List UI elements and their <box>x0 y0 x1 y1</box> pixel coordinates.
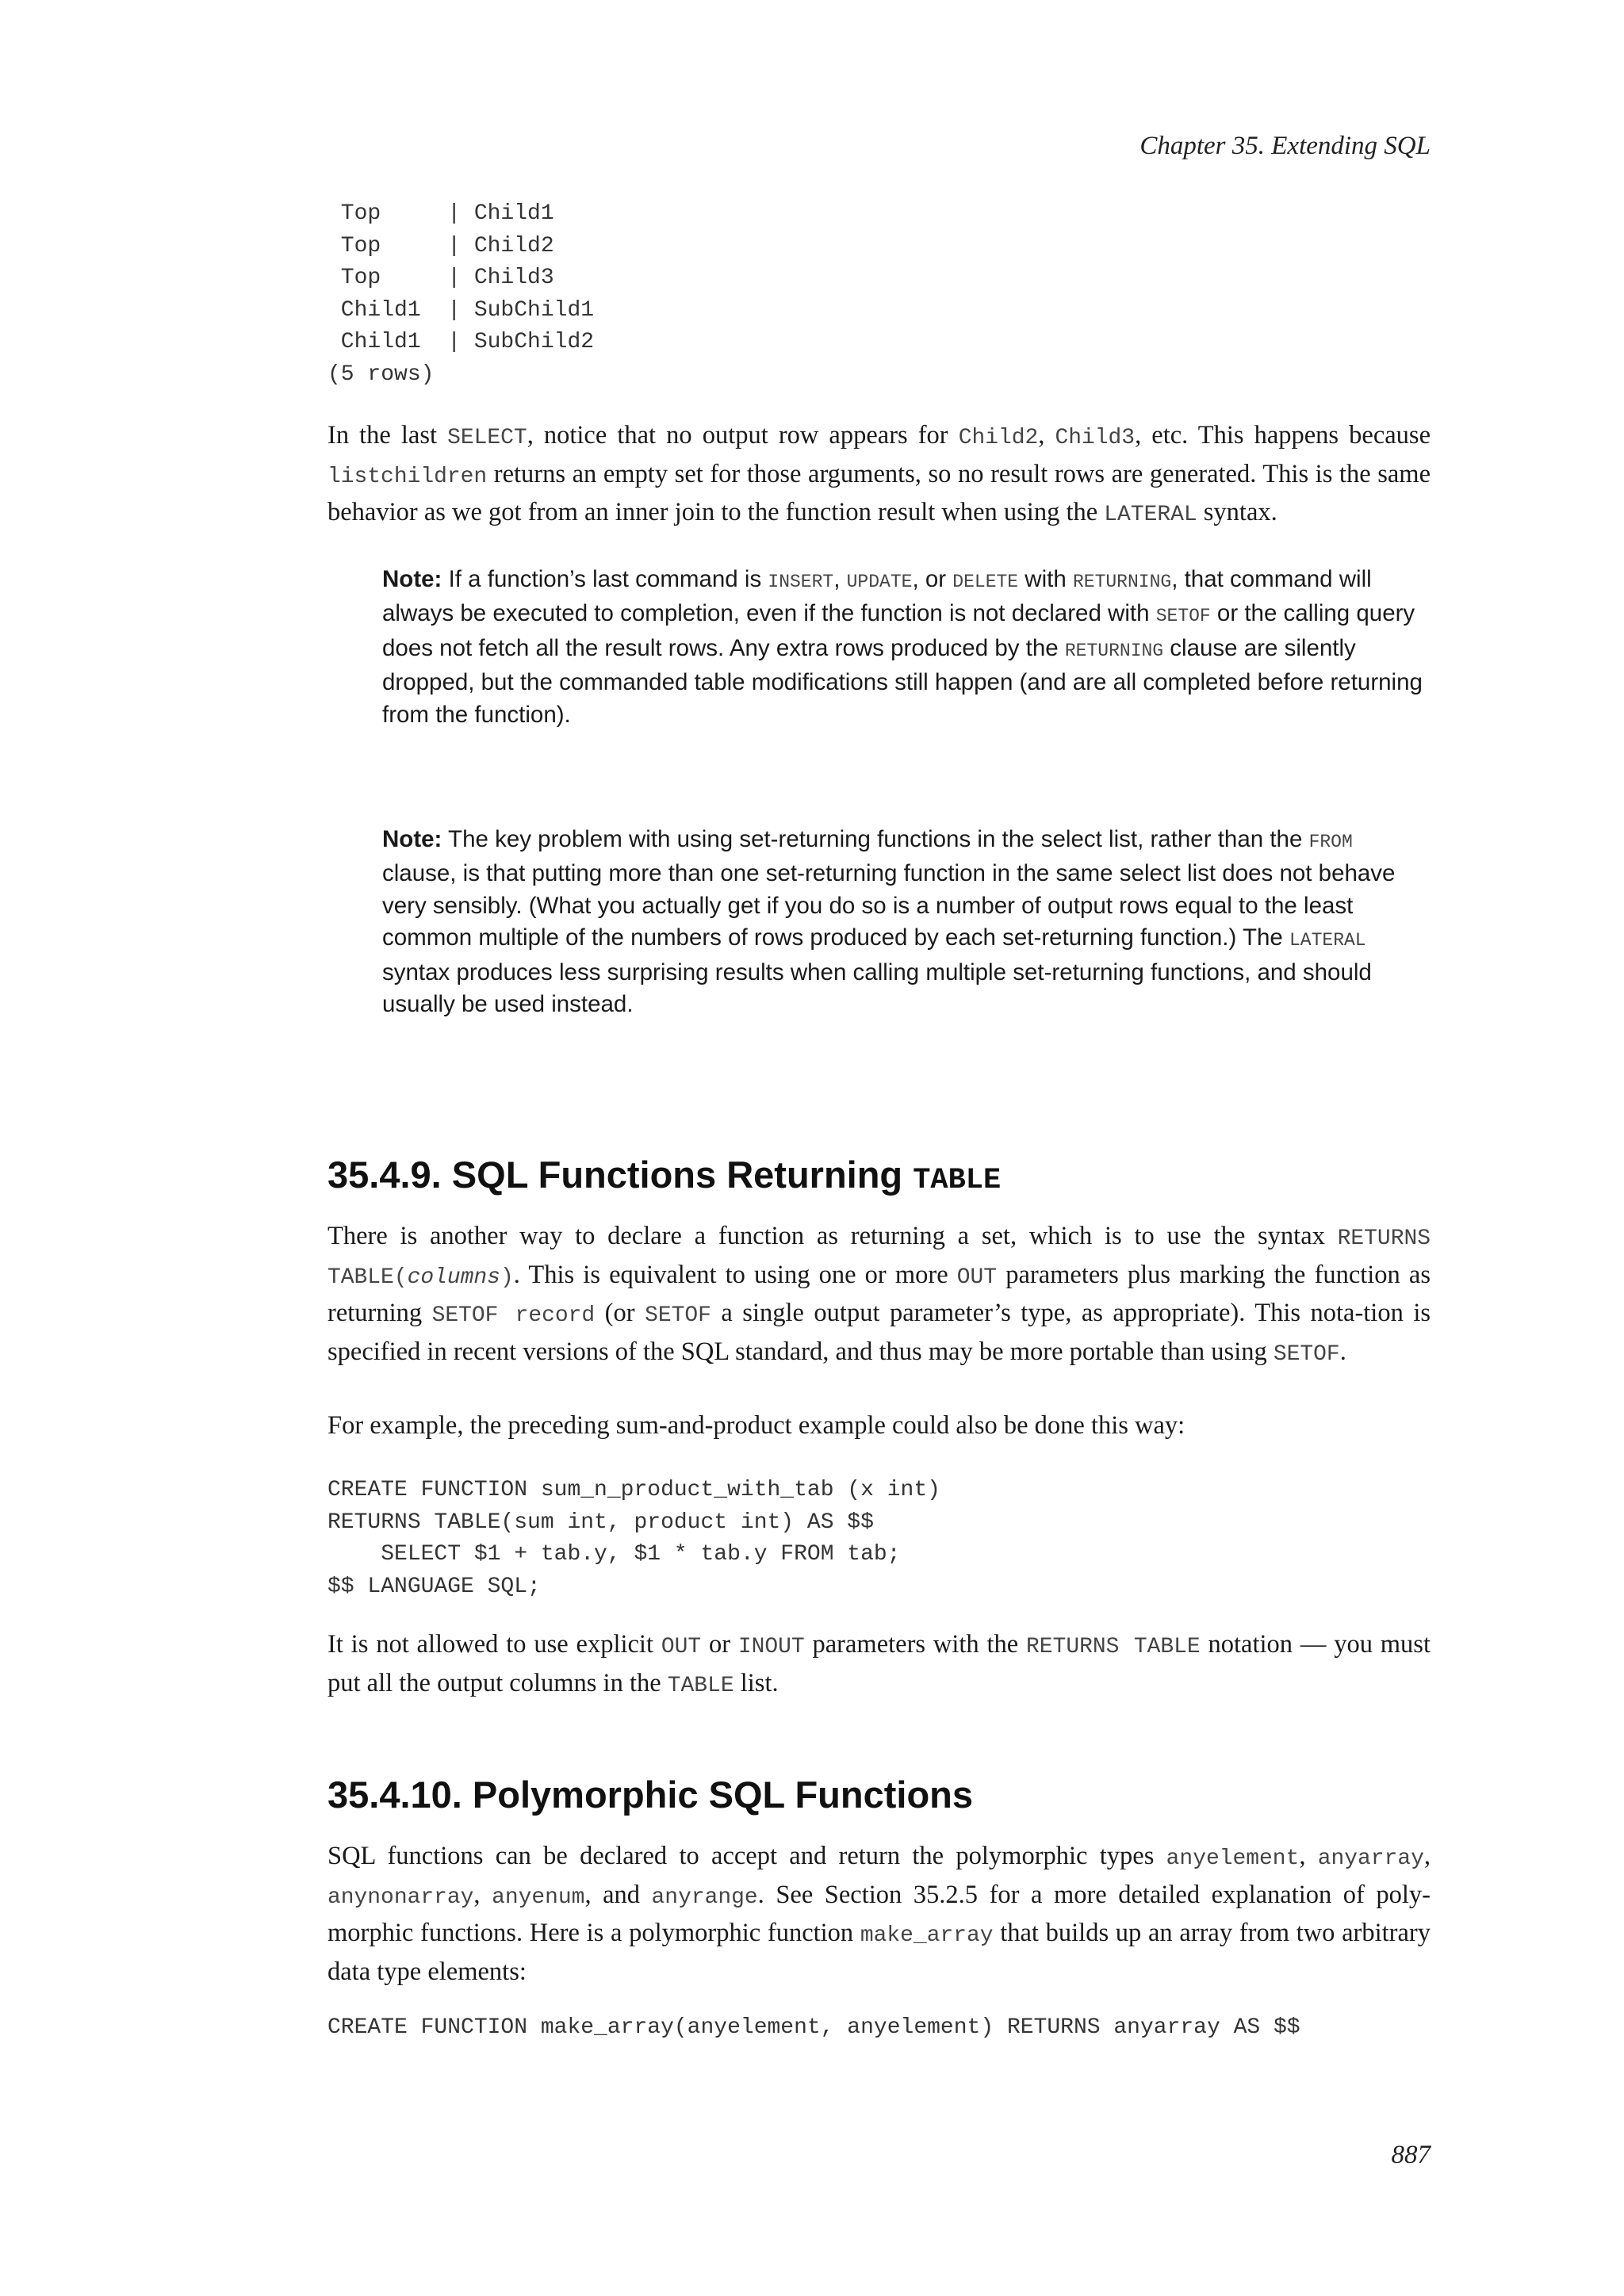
running-header: Chapter 35. Extending SQL <box>1139 132 1431 160</box>
section-heading-returning-table: 35.4.9. SQL Functions Returning TABLE <box>327 1154 1002 1197</box>
paragraph-out-inout-restriction: It is not allowed to use explicit OUT or INOUT parameters with the RETURNS TABLE notation — you must put all the output columns in the TABLE list. <box>327 1630 1431 1698</box>
paragraph-returns-table: There is another way to declare a function as returning a set, which is to use the syntax RETURNS TABLE(columns). This is equivalent to using one or more OUT parameters plus marking the function as returning SETOF record (or SETOF a single output parameter’s type, as appropriate). This nota-tion is specified in recent versions of the SQL standard, and thus may be more portable than using SETOF. <box>327 1222 1431 1367</box>
paragraph-polymorphic-types: SQL functions can be declared to accept and return the polymorphic types anyelement, anyarray, anynonarray, anyenum, and anyrange. See Section 35.2.5 for a more detailed explanation of poly-morphic functions. Here is a polymorphic function make_array that builds up an array from two arbitrary data type elements: <box>327 1842 1431 1986</box>
section-heading-polymorphic: 35.4.10. Polymorphic SQL Functions <box>327 1774 974 1816</box>
paragraph-example-intro: For example, the preceding sum-and-product example could also be done this way: <box>327 1411 1185 1440</box>
note-returning-clause: Note: If a function’s last command is INSERT, UPDATE, or DELETE with RETURNING, that command will always be executed to completion, even if the function is not declared with SETOF or the calling query does not fetch all the result rows. Any extra rows produced by the RETURNING clause are silently dropped, but the commanded table modifications still happen (and are all completed before returning from the function). <box>382 566 1423 728</box>
note-label: Note: <box>382 566 442 592</box>
code-block-make-array: CREATE FUNCTION make_array(anyelement, anyelement) RETURNS anyarray AS $$ <box>327 2015 1300 2040</box>
note-set-returning-select-list: Note: The key problem with using set-returning functions in the select list, rather than the FROM clause, is that putting more than one set-returning function in the same select list does not behave very sensibly. (What you actually get if you do so is a number of output rows equal to the least common multiple of the numbers of rows produced by each set-returning function.) The LATERAL syntax produces less surprising results when calling multiple set-returning functions, and should usually be used instead. <box>382 826 1396 1018</box>
query-output-block: Top | Child1 Top | Child2 Top | Child3 Child1 | SubChild1 Child1 | SubChild2 (5 rows) <box>327 201 595 387</box>
page-number: 887 <box>1391 2141 1431 2169</box>
code-block-sum-product: CREATE FUNCTION sum_n_product_with_tab (x int) RETURNS TABLE(sum int, product int) AS $$ SELECT $1 + tab.y, $1 * tab.y FROM tab; $$ LANGUAGE SQL; <box>327 1478 940 1599</box>
paragraph-lateral-explanation: In the last SELECT, notice that no output row appears for Child2, Child3, etc. This happens because listchildren returns an empty set for those arguments, so no result rows are generated. This is the same behavior as we got from an inner join to the function result when using the LATERAL syntax. <box>327 421 1431 527</box>
note-label: Note: <box>382 826 442 852</box>
